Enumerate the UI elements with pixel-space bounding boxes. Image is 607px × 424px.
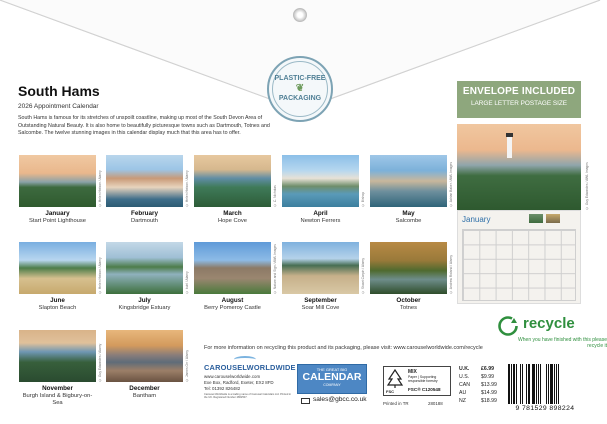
month-place: Berry Pomeroy Castle [204, 305, 261, 311]
month-photo [282, 242, 359, 294]
month-tile [282, 155, 365, 225]
month-place: Hope Cove [217, 218, 247, 224]
month-tile [19, 155, 102, 225]
recycle-word: recycle [523, 315, 575, 332]
product-code: 280188 [428, 401, 443, 406]
price-row: U.K. £6.99 [459, 366, 494, 372]
calendar-company-logo [297, 364, 367, 394]
month-tile [19, 330, 102, 407]
cal-logo-main: CALENDAR [302, 371, 362, 383]
month-tile [194, 155, 277, 225]
month-name: November [42, 385, 73, 392]
photo-credit: © Helen Hotson / Alamy [98, 170, 102, 207]
grid-thumbnail [546, 214, 560, 223]
month-name: August [221, 297, 244, 304]
grid-month-label: January [462, 215, 491, 224]
month-photo [194, 155, 271, 207]
month-tile [106, 242, 189, 312]
month-place: Dartmouth [130, 218, 159, 224]
month-tile [106, 330, 189, 400]
month-photo [106, 330, 183, 382]
publisher-website: www.carouselworldwide.com [204, 374, 261, 379]
photo-credit: © Adrian Baker / AWL Images [449, 162, 453, 207]
photo-credit: © Andrew Roland / Alamy [449, 254, 453, 294]
month-name: March [223, 210, 242, 217]
contact-email: sales@gbcc.co.uk [313, 396, 367, 403]
barcode-bars [508, 364, 582, 404]
month-photo [106, 155, 183, 207]
badge-line-1: PLASTIC-FREE [274, 74, 326, 82]
month-name: May [402, 210, 415, 217]
month-photo [370, 155, 447, 207]
price-row: CAN $13.99 [459, 381, 497, 388]
grid-cells [462, 229, 576, 301]
month-tile [370, 242, 453, 312]
recycle-note: When you have finished with this please recycle it [518, 337, 607, 350]
hanging-hole [293, 8, 307, 22]
month-photo [282, 155, 359, 207]
plastic-free-badge [267, 56, 333, 122]
recycle-icon [497, 315, 519, 337]
price-row: NZ $18.99 [459, 397, 497, 404]
envelope-headline: ENVELOPE INCLUDED [462, 86, 576, 97]
month-place: Newton Ferrers [300, 218, 341, 224]
photo-credit: © Helen Hotson / Alamy [185, 170, 189, 207]
barcode [504, 364, 586, 416]
month-name: September [304, 297, 337, 304]
cal-logo-bottom: COMPANY [323, 383, 341, 388]
photo-credit: © Guy Edwardes / Alamy [98, 343, 102, 382]
month-name: February [131, 210, 158, 217]
cover-credit: © Guy Edwardes / AWL Images [585, 162, 589, 210]
month-name: October [396, 297, 421, 304]
photo-credit: © Bishop [361, 192, 365, 207]
publisher-block [204, 359, 296, 417]
price-row: AU $14.99 [459, 389, 497, 396]
printed-in: Printed in TR [383, 401, 409, 406]
month-place: Kingsbridge Estuary [118, 305, 171, 311]
barcode-number: 9 781529 898224 [515, 405, 575, 412]
recycling-info-text: For more information on recycling this product and its packaging, please visit: www.carouselworldwide.com/recycle [204, 345, 483, 351]
publisher-fine-print: Carousel Worldwide is a trading name of Carousel Calendars Ltd. Printed in the UK. Registered Number 2862507. [204, 393, 292, 400]
month-photo [19, 330, 96, 382]
publisher-logo: CAROUSELWORLDWIDE [204, 363, 296, 372]
badge-line-2: PACKAGING [278, 95, 322, 102]
fsc-code: FSC® C120548 [408, 387, 441, 392]
month-name: July [138, 297, 151, 304]
photo-credit: © kuirl / Alamy [185, 271, 189, 294]
month-photo [19, 155, 96, 207]
publisher-address: Exe Box, Radford, Exeter, EX2 8FD [204, 380, 274, 385]
photo-credit: © C. Nicholas [273, 185, 277, 207]
month-tile [194, 242, 277, 312]
cover-photo [457, 124, 581, 210]
month-name: December [129, 385, 160, 392]
month-place: Totnes [399, 305, 418, 311]
month-photo [194, 242, 271, 294]
month-photo [106, 242, 183, 294]
calendar-description: South Hams is famous for its stretches of unspoilt coastline, making up most of the South Devon Area of Outstanding Natural Beauty. It is also home to beautifully picturesque towns such as Dartmouth, Totnes and Salcombe. The twelve stunning images in this calendar display much that this area has to offer. [18, 115, 270, 137]
fsc-line: Paper | Supporting responsible forestry [408, 375, 438, 384]
calendar-grid-preview [457, 210, 581, 304]
publisher-phone: Tel: 01392 826482 [204, 386, 241, 391]
price-list [459, 366, 501, 406]
month-photo [19, 242, 96, 294]
envelope-included-box [457, 81, 581, 118]
month-place: Start Point Lighthouse [28, 218, 87, 224]
leaf-icon: ❦ [295, 83, 305, 94]
month-place: Burgh Island & Bigbury-on-Sea [22, 393, 93, 407]
calendar-subtitle: 2026 Appointment Calendar [18, 103, 99, 110]
email-icon [301, 398, 310, 404]
month-name: April [313, 210, 328, 217]
fsc-text: FSC [386, 389, 394, 394]
photo-credit: © Nature and Sign / AWL Images [273, 244, 277, 294]
calendar-title: South Hams [18, 83, 100, 99]
fsc-tree-icon [386, 369, 404, 389]
month-photo [370, 242, 447, 294]
price-row: U.S. $9.99 [459, 373, 494, 380]
month-place: Bantham [132, 393, 157, 399]
grid-thumbnail [529, 214, 543, 223]
month-place: Salcombe [395, 218, 422, 224]
month-place: Slapton Beach [38, 305, 77, 311]
lighthouse-icon [457, 124, 581, 210]
envelope-subline: LARGE LETTER POSTAGE SIZE [470, 100, 568, 107]
month-place: Soar Mill Cove [301, 305, 340, 311]
month-name: June [50, 297, 65, 304]
swoosh-icon [234, 356, 256, 363]
photo-credit: © Helen Hotson / Alamy [98, 257, 102, 294]
month-tile [106, 155, 189, 225]
fsc-mix: MIX [408, 369, 417, 375]
photo-credit: © James Orr / Alamy [185, 349, 189, 382]
month-name: January [45, 210, 70, 217]
month-tile [282, 242, 365, 312]
cal-logo-top: THE GREAT BIG [316, 367, 348, 372]
month-tile [370, 155, 453, 225]
month-tile [19, 242, 102, 312]
fsc-label [383, 366, 451, 396]
photo-credit: © Stuart Carpin / Alamy [361, 257, 365, 294]
